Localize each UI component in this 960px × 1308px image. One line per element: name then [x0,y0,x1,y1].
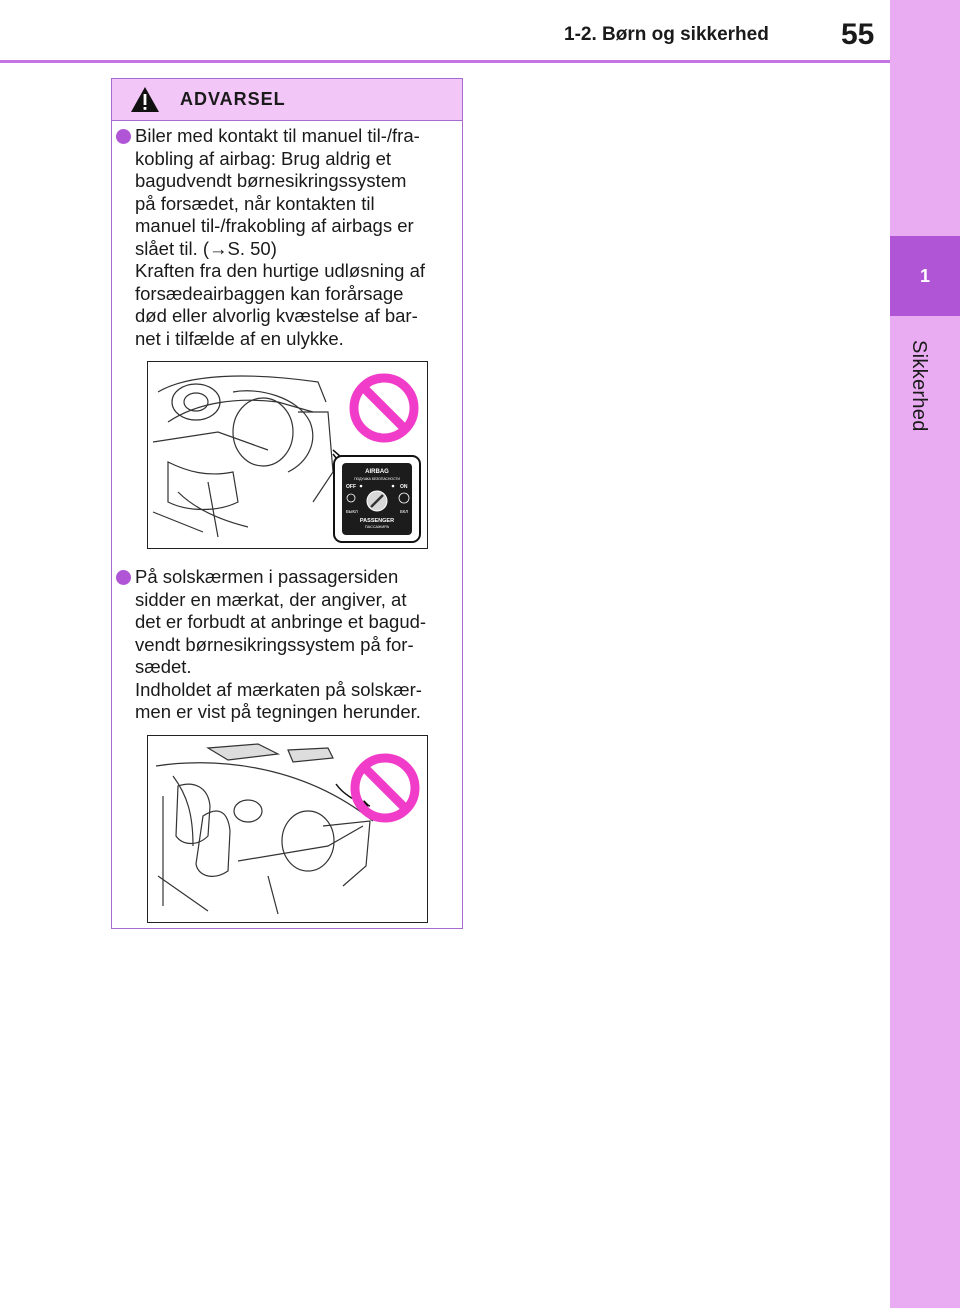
airbag-switch-illustration [147,361,428,549]
passenger-label: PASSENGER [359,518,395,524]
off-ru-label: ВЫКЛ [346,509,358,514]
chapter-title: Sikkerhed [908,340,930,432]
text-line: sædet. [135,656,192,677]
chapter-sidebar [890,0,960,1308]
prohibition-slash [364,767,406,809]
text-line: Indholdet af mærkaten på solskær- [135,678,422,700]
switch-subtitle: ПОДУШКА БЕЗОПАСНОСТИ [354,477,400,481]
text-line: bagudvendt børnesikringssystem [135,170,407,191]
text-line: død eller alvorlig kvæstelse af bar- [135,305,418,326]
text-line: kobling af airbag: Brug aldrig et [135,147,392,169]
header-divider [0,60,890,63]
text-line: Biler med kontakt til manuel til-/fra- [135,125,420,146]
warning-box [111,78,463,929]
text-line: på forsædet, når kontakten til [135,192,375,214]
switch-title: AIRBAG [365,469,389,475]
dashboard-drawing [148,362,426,547]
chapter-number-tab: 1 [890,236,960,316]
warning-triangle-icon [130,86,160,113]
warning-title: ADVARSEL [180,89,286,109]
text-line: det er forbudt at anbringe et bagud- [135,611,427,632]
text-line: Kraften fra den hurtige udløsning af [135,260,426,281]
cabin-drawing [148,736,426,921]
section-title: 1-2. Børn og sikkerhed [564,24,769,45]
off-label: OFF [346,484,356,490]
page-number: 55 [841,18,875,51]
warning-header [112,79,462,121]
text-line: forsædeairbaggen kan forårsage [135,282,404,304]
text-line: men er vist på tegningen herunder. [135,701,421,722]
sunvisor-label-illustration [147,735,428,923]
on-label: ON [400,484,408,490]
warning-item-text [135,566,455,724]
text-line: net i tilfælde af en ulykke. [135,327,344,349]
prohibition-slash [363,387,405,429]
text-line: På solskærmen i passagersiden [135,566,399,587]
text-line: sidder en mærkat, der angiver, at [135,588,407,610]
page-reference[interactable]: slået til. (→S. 50) [135,237,277,259]
text-line: manuel til-/frakobling af airbags er [135,215,414,236]
passenger-ru-label: ПАССАЖИРА [364,525,390,529]
bullet-icon [116,570,131,585]
warning-item-text [135,125,455,350]
on-ru-label: ВКЛ [400,509,408,514]
bullet-icon [116,129,131,144]
text-line: vendt børnesikringssystem på for- [135,633,414,655]
